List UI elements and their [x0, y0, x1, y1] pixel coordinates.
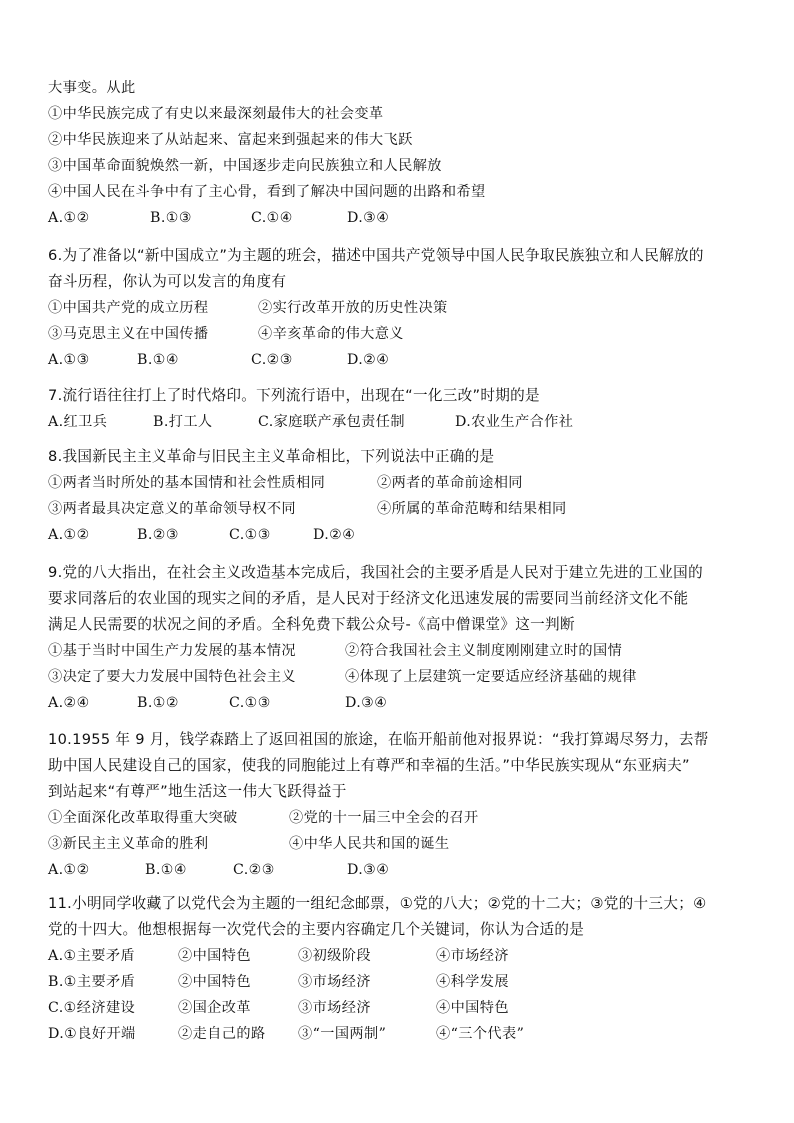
q11-option-d-key-4: ④“三个代表” [436, 1026, 525, 1042]
q11-option-a-key-1: A.①主要矛盾 [48, 948, 136, 964]
q10-item-4: ④中华人民共和国的诞生 [289, 836, 450, 852]
q11-option-d-key-2: ②走自己的路 [178, 1026, 266, 1042]
q7-option-c: C.家庭联产承包责任制 [258, 414, 405, 430]
q10-stem-line-2: 助中国人民建设自己的国家，使我的同胞能过上有尊严和幸福的生活。”中华民族实现从“东亚病夫” [48, 757, 690, 774]
q11-option-c-key-4: ④中国特色 [436, 1000, 509, 1016]
q5-item-2: ②中华民族迎来了从站起来、富起来到强起来的伟大飞跃 [48, 132, 413, 148]
q8-item-2: ②两者的革命前途相同 [377, 475, 523, 491]
q10-item-3: ③新民主主义革命的胜利 [48, 836, 209, 852]
q8-item-1: ①两者当时所处的基本国情和社会性质相同 [48, 475, 326, 491]
q10-item-2: ②党的十一届三中全会的召开 [289, 810, 479, 826]
q6-option-b: B.①④ [137, 352, 179, 368]
q6-item-3: ③马克思主义在中国传播 [48, 326, 209, 342]
q7-option-a: A.红卫兵 [48, 414, 108, 430]
q9-stem-line-2: 要求同落后的农业国的现实之间的矛盾，是人民对于经济文化迅速发展的需要同当前经济文化不能 [48, 590, 689, 607]
q10-option-b: B.①④ [145, 862, 187, 878]
q11-option-b-key-3: ③市场经济 [298, 974, 371, 990]
q6-stem-line-2: 奋斗历程，你认为可以发言的角度有 [48, 273, 287, 290]
q8-item-3: ③两者最具决定意义的革命领导权不同 [48, 501, 296, 517]
q11-stem-line-1: 11.小明同学收藏了以党代会为主题的一组纪念邮票，①党的八大；②党的十二大；③党的十三大；④ [48, 895, 707, 912]
q5-item-3: ③中国革命面貌焕然一新，中国逐步走向民族独立和人民解放 [48, 158, 442, 174]
q10-option-a: A.①② [48, 862, 90, 878]
q6-item-1: ①中国共产党的成立历程 [48, 300, 209, 316]
q8-option-d: D.②④ [313, 527, 356, 543]
q9-item-3: ③决定了要大力发展中国特色社会主义 [48, 669, 296, 685]
q11-option-c-key-2: ②国企改革 [178, 1000, 251, 1016]
q11-option-d-key-1: D.①良好开端 [48, 1026, 136, 1042]
q7-option-d: D.农业生产合作社 [455, 414, 574, 430]
q8-option-b: B.②③ [137, 527, 179, 543]
q6-option-d: D.②④ [347, 352, 390, 368]
q11-option-c-key-1: C.①经济建设 [48, 1000, 136, 1016]
q8-option-c: C.①③ [229, 527, 271, 543]
q9-option-b: B.①② [137, 695, 179, 711]
q10-option-d: D.③④ [347, 862, 390, 878]
q9-option-d: D.③④ [345, 695, 388, 711]
q11-option-b-key-4: ④科学发展 [436, 974, 509, 990]
q6-option-c: C.②③ [251, 352, 293, 368]
q7-option-b: B.打工人 [153, 414, 213, 430]
q5-stem-tail: 大事变。从此 [48, 80, 136, 96]
q11-stem-line-2: 党的十四大。他想根据每一次党代会的主要内容确定几个关键词，你认为合适的是 [48, 921, 585, 938]
q7-stem: 7.流行语往往打上了时代烙印。下列流行语中，出现在“一化三改”时期的是 [48, 387, 540, 404]
q9-option-c: C.①③ [229, 695, 271, 711]
q10-option-c: C.②③ [233, 862, 275, 878]
q5-option-d: D.③④ [347, 210, 390, 226]
q9-stem-line-3: 满足人民需要的状况之间的矛盾。全科免费下载公众号-《高中僧课堂》这一判断 [48, 616, 575, 633]
q11-option-b-key-2: ②中国特色 [178, 974, 251, 990]
q11-option-b-key-1: B.①主要矛盾 [48, 974, 136, 990]
q11-option-a-key-4: ④市场经济 [436, 948, 509, 964]
q9-option-a: A.②④ [48, 695, 90, 711]
q10-stem-line-3: 到站起来“有尊严”地生活这一伟大飞跃得益于 [48, 783, 347, 800]
q11-option-a-key-3: ③初级阶段 [298, 948, 371, 964]
q11-option-d-key-3: ③“一国两制” [298, 1026, 387, 1042]
q9-item-1: ①基于当时中国生产力发展的基本情况 [48, 643, 296, 659]
q8-stem: 8.我国新民主主义革命与旧民主主义革命相比，下列说法中正确的是 [48, 448, 495, 465]
q11-option-c-key-3: ③市场经济 [298, 1000, 371, 1016]
q5-item-4: ④中国人民在斗争中有了主心骨，看到了解决中国问题的出路和希望 [48, 184, 486, 200]
q6-option-a: A.①③ [48, 352, 90, 368]
q8-option-a: A.①② [48, 527, 90, 543]
q8-item-4: ④所属的革命范畴和结果相同 [377, 501, 567, 517]
q5-option-b: B.①③ [150, 210, 192, 226]
q9-item-2: ②符合我国社会主义制度刚刚建立时的国情 [345, 643, 623, 659]
q10-item-1: ①全面深化改革取得重大突破 [48, 810, 238, 826]
q5-item-1: ①中华民族完成了有史以来最深刻最伟大的社会变革 [48, 106, 384, 122]
q10-stem-line-1: 10.1955 年 9 月，钱学森踏上了返回祖国的旅途，在临开船前他对报界说：“我打算竭尽努力，去帮 [48, 731, 709, 748]
q9-stem-line-1: 9.党的八大指出，在社会主义改造基本完成后，我国社会的主要矛盾是人民对于建立先进的工业国的 [48, 564, 703, 581]
q11-option-a-key-2: ②中国特色 [178, 948, 251, 964]
q6-stem-line-1: 6.为了准备以“新中国成立”为主题的班会，描述中国共产党领导中国人民争取民族独立和人民解放的 [48, 247, 704, 264]
q6-item-4: ④辛亥革命的伟大意义 [258, 326, 404, 342]
q6-item-2: ②实行改革开放的历史性决策 [258, 300, 448, 316]
q5-option-a: A.①② [48, 210, 90, 226]
q9-item-4: ④体现了上层建筑一定要适应经济基础的规律 [345, 669, 637, 685]
q5-option-c: C.①④ [251, 210, 293, 226]
